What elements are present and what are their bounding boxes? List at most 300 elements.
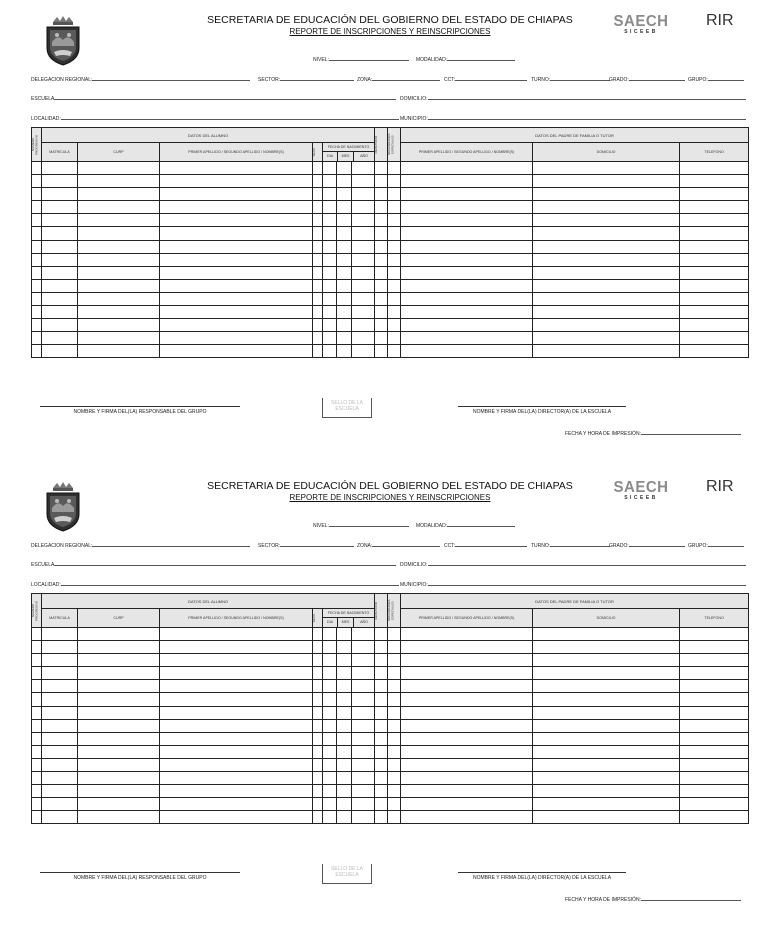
table-cell[interactable] (78, 319, 160, 332)
table-cell[interactable] (32, 785, 42, 798)
table-cell[interactable] (388, 292, 401, 305)
table-cell[interactable] (401, 628, 533, 641)
table-cell[interactable] (313, 785, 323, 798)
table-cell[interactable] (533, 785, 680, 798)
table-cell[interactable] (680, 162, 749, 175)
table-cell[interactable] (32, 654, 42, 667)
table-cell[interactable] (352, 162, 375, 175)
field-nivel[interactable] (313, 55, 409, 63)
table-cell[interactable] (78, 279, 160, 292)
table-cell[interactable] (78, 306, 160, 319)
table-cell[interactable] (337, 332, 352, 345)
table-cell[interactable] (42, 201, 78, 214)
table-cell[interactable] (32, 772, 42, 785)
table-cell[interactable] (160, 772, 313, 785)
table-cell[interactable] (375, 319, 388, 332)
table-cell[interactable] (323, 680, 337, 693)
table-cell[interactable] (375, 772, 388, 785)
table-cell[interactable] (42, 798, 78, 811)
table-cell[interactable] (78, 345, 160, 358)
table-cell[interactable] (388, 732, 401, 745)
field-turno[interactable] (531, 75, 610, 83)
table-cell[interactable] (323, 811, 337, 824)
table-cell[interactable] (337, 345, 352, 358)
table-cell[interactable] (323, 732, 337, 745)
table-cell[interactable] (680, 772, 749, 785)
table-cell[interactable] (388, 319, 401, 332)
table-cell[interactable] (352, 758, 375, 771)
table-cell[interactable] (323, 175, 337, 188)
table-cell[interactable] (680, 240, 749, 253)
table-cell[interactable] (533, 706, 680, 719)
table-cell[interactable] (401, 785, 533, 798)
field-zona[interactable] (357, 541, 440, 549)
table-cell[interactable] (533, 745, 680, 758)
table-cell[interactable] (160, 732, 313, 745)
table-cell[interactable] (680, 680, 749, 693)
table-cell[interactable] (375, 745, 388, 758)
table-cell[interactable] (160, 719, 313, 732)
table-cell[interactable] (533, 798, 680, 811)
field-municipio[interactable] (400, 114, 746, 122)
field-localidad[interactable] (31, 114, 399, 122)
table-cell[interactable] (533, 319, 680, 332)
table-cell[interactable] (32, 732, 42, 745)
table-cell[interactable] (533, 201, 680, 214)
table-cell[interactable] (680, 279, 749, 292)
table-cell[interactable] (401, 292, 533, 305)
table-cell[interactable] (78, 188, 160, 201)
table-cell[interactable] (78, 162, 160, 175)
table-cell[interactable] (160, 667, 313, 680)
table-cell[interactable] (42, 719, 78, 732)
table-cell[interactable] (337, 732, 352, 745)
field-domicilio[interactable] (400, 560, 746, 568)
table-cell[interactable] (323, 745, 337, 758)
table-cell[interactable] (160, 240, 313, 253)
table-cell[interactable] (352, 345, 375, 358)
table-cell[interactable] (401, 719, 533, 732)
table-cell[interactable] (375, 279, 388, 292)
table-cell[interactable] (313, 279, 323, 292)
table-cell[interactable] (313, 706, 323, 719)
table-cell[interactable] (42, 253, 78, 266)
table-cell[interactable] (160, 680, 313, 693)
table-cell[interactable] (401, 319, 533, 332)
table-cell[interactable] (32, 175, 42, 188)
table-cell[interactable] (42, 266, 78, 279)
table-cell[interactable] (680, 732, 749, 745)
table-cell[interactable] (323, 693, 337, 706)
table-cell[interactable] (323, 214, 337, 227)
table-cell[interactable] (388, 628, 401, 641)
table-cell[interactable] (160, 345, 313, 358)
table-cell[interactable] (42, 332, 78, 345)
table-cell[interactable] (375, 785, 388, 798)
table-cell[interactable] (78, 641, 160, 654)
table-cell[interactable] (337, 811, 352, 824)
table-cell[interactable] (42, 214, 78, 227)
table-cell[interactable] (42, 785, 78, 798)
table-cell[interactable] (337, 628, 352, 641)
table-cell[interactable] (313, 772, 323, 785)
table-cell[interactable] (323, 667, 337, 680)
table-cell[interactable] (533, 693, 680, 706)
table-cell[interactable] (680, 227, 749, 240)
field-grupo[interactable] (688, 541, 744, 549)
table-cell[interactable] (401, 227, 533, 240)
table-cell[interactable] (78, 628, 160, 641)
table-cell[interactable] (680, 292, 749, 305)
table-cell[interactable] (388, 253, 401, 266)
table-cell[interactable] (401, 758, 533, 771)
table-cell[interactable] (388, 162, 401, 175)
table-cell[interactable] (388, 188, 401, 201)
table-cell[interactable] (313, 680, 323, 693)
table-cell[interactable] (352, 732, 375, 745)
table-cell[interactable] (533, 162, 680, 175)
table-cell[interactable] (78, 706, 160, 719)
table-cell[interactable] (401, 654, 533, 667)
table-cell[interactable] (375, 706, 388, 719)
table-cell[interactable] (401, 306, 533, 319)
table-cell[interactable] (375, 175, 388, 188)
table-cell[interactable] (313, 253, 323, 266)
table-cell[interactable] (32, 745, 42, 758)
table-cell[interactable] (42, 279, 78, 292)
field-delegacion[interactable] (31, 75, 250, 83)
table-cell[interactable] (352, 175, 375, 188)
table-cell[interactable] (401, 266, 533, 279)
table-cell[interactable] (375, 628, 388, 641)
table-cell[interactable] (533, 719, 680, 732)
table-cell[interactable] (533, 811, 680, 824)
table-cell[interactable] (160, 175, 313, 188)
table-cell[interactable] (313, 654, 323, 667)
table-cell[interactable] (313, 758, 323, 771)
table-cell[interactable] (375, 654, 388, 667)
table-cell[interactable] (401, 706, 533, 719)
table-cell[interactable] (401, 345, 533, 358)
table-cell[interactable] (78, 772, 160, 785)
table-cell[interactable] (313, 240, 323, 253)
table-cell[interactable] (388, 811, 401, 824)
table-cell[interactable] (42, 175, 78, 188)
table-cell[interactable] (401, 680, 533, 693)
table-cell[interactable] (680, 693, 749, 706)
table-cell[interactable] (78, 201, 160, 214)
table-cell[interactable] (32, 188, 42, 201)
table-cell[interactable] (388, 745, 401, 758)
table-cell[interactable] (160, 214, 313, 227)
table-cell[interactable] (78, 332, 160, 345)
table-cell[interactable] (388, 227, 401, 240)
table-cell[interactable] (388, 332, 401, 345)
field-localidad[interactable] (31, 580, 399, 588)
table-cell[interactable] (78, 732, 160, 745)
table-cell[interactable] (388, 719, 401, 732)
field-nivel[interactable] (313, 521, 409, 529)
field-zona[interactable] (357, 75, 440, 83)
table-cell[interactable] (337, 785, 352, 798)
table-cell[interactable] (680, 306, 749, 319)
table-cell[interactable] (160, 201, 313, 214)
table-cell[interactable] (388, 214, 401, 227)
table-cell[interactable] (42, 319, 78, 332)
table-cell[interactable] (352, 719, 375, 732)
table-cell[interactable] (160, 654, 313, 667)
table-cell[interactable] (680, 188, 749, 201)
table-cell[interactable] (375, 162, 388, 175)
table-cell[interactable] (352, 188, 375, 201)
table-cell[interactable] (337, 719, 352, 732)
table-cell[interactable] (401, 641, 533, 654)
table-cell[interactable] (160, 758, 313, 771)
table-cell[interactable] (352, 240, 375, 253)
table-cell[interactable] (401, 214, 533, 227)
table-cell[interactable] (533, 772, 680, 785)
table-cell[interactable] (375, 758, 388, 771)
table-cell[interactable] (313, 345, 323, 358)
table-cell[interactable] (337, 641, 352, 654)
table-cell[interactable] (401, 798, 533, 811)
table-cell[interactable] (533, 732, 680, 745)
table-cell[interactable] (323, 758, 337, 771)
table-cell[interactable] (352, 306, 375, 319)
table-cell[interactable] (533, 306, 680, 319)
table-cell[interactable] (323, 332, 337, 345)
table-cell[interactable] (375, 811, 388, 824)
table-cell[interactable] (32, 345, 42, 358)
table-cell[interactable] (352, 798, 375, 811)
table-cell[interactable] (78, 253, 160, 266)
table-cell[interactable] (388, 279, 401, 292)
table-cell[interactable] (680, 641, 749, 654)
table-cell[interactable] (32, 279, 42, 292)
field-cct[interactable] (444, 75, 527, 83)
table-cell[interactable] (388, 345, 401, 358)
table-cell[interactable] (680, 785, 749, 798)
table-cell[interactable] (42, 188, 78, 201)
table-cell[interactable] (42, 641, 78, 654)
table-cell[interactable] (42, 706, 78, 719)
table-cell[interactable] (533, 279, 680, 292)
table-cell[interactable] (313, 292, 323, 305)
table-cell[interactable] (352, 745, 375, 758)
table-cell[interactable] (388, 641, 401, 654)
table-cell[interactable] (323, 201, 337, 214)
table-cell[interactable] (32, 227, 42, 240)
field-domicilio[interactable] (400, 94, 746, 102)
table-cell[interactable] (32, 706, 42, 719)
table-cell[interactable] (337, 253, 352, 266)
table-cell[interactable] (32, 266, 42, 279)
table-cell[interactable] (78, 654, 160, 667)
table-cell[interactable] (42, 628, 78, 641)
table-cell[interactable] (388, 667, 401, 680)
table-cell[interactable] (323, 279, 337, 292)
table-cell[interactable] (533, 345, 680, 358)
table-cell[interactable] (401, 253, 533, 266)
table-cell[interactable] (323, 706, 337, 719)
table-cell[interactable] (323, 772, 337, 785)
table-cell[interactable] (337, 745, 352, 758)
table-cell[interactable] (160, 332, 313, 345)
table-cell[interactable] (680, 798, 749, 811)
table-cell[interactable] (313, 693, 323, 706)
table-cell[interactable] (388, 306, 401, 319)
table-cell[interactable] (313, 175, 323, 188)
table-cell[interactable] (78, 758, 160, 771)
table-cell[interactable] (375, 345, 388, 358)
table-cell[interactable] (352, 292, 375, 305)
table-cell[interactable] (388, 693, 401, 706)
table-cell[interactable] (375, 332, 388, 345)
table-cell[interactable] (352, 266, 375, 279)
table-cell[interactable] (375, 188, 388, 201)
table-cell[interactable] (160, 188, 313, 201)
field-grado[interactable] (609, 541, 685, 549)
table-cell[interactable] (533, 758, 680, 771)
table-cell[interactable] (78, 811, 160, 824)
table-cell[interactable] (375, 253, 388, 266)
table-cell[interactable] (313, 214, 323, 227)
table-cell[interactable] (533, 680, 680, 693)
table-cell[interactable] (313, 306, 323, 319)
table-cell[interactable] (337, 292, 352, 305)
field-cct[interactable] (444, 541, 527, 549)
table-cell[interactable] (352, 227, 375, 240)
table-cell[interactable] (160, 279, 313, 292)
table-cell[interactable] (323, 719, 337, 732)
table-cell[interactable] (337, 772, 352, 785)
table-cell[interactable] (375, 641, 388, 654)
table-cell[interactable] (388, 680, 401, 693)
table-cell[interactable] (352, 772, 375, 785)
field-sector[interactable] (258, 541, 354, 549)
field-fecha-impresion[interactable] (565, 895, 741, 903)
table-cell[interactable] (388, 266, 401, 279)
table-cell[interactable] (533, 214, 680, 227)
table-cell[interactable] (160, 306, 313, 319)
table-cell[interactable] (323, 227, 337, 240)
table-cell[interactable] (352, 641, 375, 654)
table-cell[interactable] (313, 641, 323, 654)
table-cell[interactable] (42, 162, 78, 175)
table-cell[interactable] (680, 667, 749, 680)
table-cell[interactable] (533, 240, 680, 253)
table-cell[interactable] (337, 758, 352, 771)
table-cell[interactable] (313, 201, 323, 214)
table-cell[interactable] (42, 758, 78, 771)
table-cell[interactable] (78, 292, 160, 305)
table-cell[interactable] (375, 201, 388, 214)
table-cell[interactable] (32, 240, 42, 253)
table-cell[interactable] (313, 332, 323, 345)
table-cell[interactable] (375, 680, 388, 693)
table-cell[interactable] (337, 266, 352, 279)
table-cell[interactable] (313, 628, 323, 641)
field-municipio[interactable] (400, 580, 746, 588)
table-cell[interactable] (388, 654, 401, 667)
table-cell[interactable] (160, 266, 313, 279)
table-cell[interactable] (323, 266, 337, 279)
table-cell[interactable] (323, 654, 337, 667)
table-cell[interactable] (352, 319, 375, 332)
table-cell[interactable] (32, 680, 42, 693)
table-cell[interactable] (323, 319, 337, 332)
table-cell[interactable] (375, 266, 388, 279)
table-cell[interactable] (401, 240, 533, 253)
field-grado[interactable] (609, 75, 685, 83)
field-grupo[interactable] (688, 75, 744, 83)
table-cell[interactable] (533, 667, 680, 680)
table-cell[interactable] (78, 667, 160, 680)
table-cell[interactable] (680, 745, 749, 758)
table-cell[interactable] (42, 306, 78, 319)
table-cell[interactable] (680, 201, 749, 214)
table-cell[interactable] (337, 654, 352, 667)
table-cell[interactable] (160, 811, 313, 824)
table-cell[interactable] (352, 214, 375, 227)
table-cell[interactable] (337, 162, 352, 175)
table-cell[interactable] (32, 719, 42, 732)
table-cell[interactable] (32, 693, 42, 706)
table-cell[interactable] (32, 319, 42, 332)
table-cell[interactable] (680, 345, 749, 358)
table-cell[interactable] (680, 758, 749, 771)
table-cell[interactable] (680, 175, 749, 188)
table-cell[interactable] (323, 798, 337, 811)
table-cell[interactable] (337, 306, 352, 319)
table-cell[interactable] (78, 719, 160, 732)
table-cell[interactable] (78, 785, 160, 798)
field-modalidad[interactable] (416, 55, 515, 63)
table-cell[interactable] (313, 188, 323, 201)
table-cell[interactable] (32, 811, 42, 824)
table-cell[interactable] (32, 201, 42, 214)
table-cell[interactable] (78, 175, 160, 188)
table-cell[interactable] (337, 214, 352, 227)
table-cell[interactable] (401, 175, 533, 188)
table-cell[interactable] (388, 758, 401, 771)
table-cell[interactable] (323, 240, 337, 253)
table-cell[interactable] (32, 667, 42, 680)
table-cell[interactable] (78, 266, 160, 279)
table-cell[interactable] (388, 706, 401, 719)
table-cell[interactable] (78, 214, 160, 227)
table-cell[interactable] (533, 175, 680, 188)
table-cell[interactable] (32, 641, 42, 654)
table-cell[interactable] (337, 706, 352, 719)
table-cell[interactable] (375, 292, 388, 305)
table-cell[interactable] (388, 201, 401, 214)
table-cell[interactable] (313, 227, 323, 240)
table-cell[interactable] (533, 292, 680, 305)
table-cell[interactable] (337, 279, 352, 292)
table-cell[interactable] (352, 201, 375, 214)
table-cell[interactable] (680, 706, 749, 719)
table-cell[interactable] (313, 811, 323, 824)
field-escuela[interactable] (31, 94, 396, 102)
table-cell[interactable] (680, 253, 749, 266)
table-cell[interactable] (533, 641, 680, 654)
table-cell[interactable] (337, 175, 352, 188)
table-cell[interactable] (352, 811, 375, 824)
table-cell[interactable] (375, 732, 388, 745)
table-cell[interactable] (160, 253, 313, 266)
table-cell[interactable] (375, 214, 388, 227)
